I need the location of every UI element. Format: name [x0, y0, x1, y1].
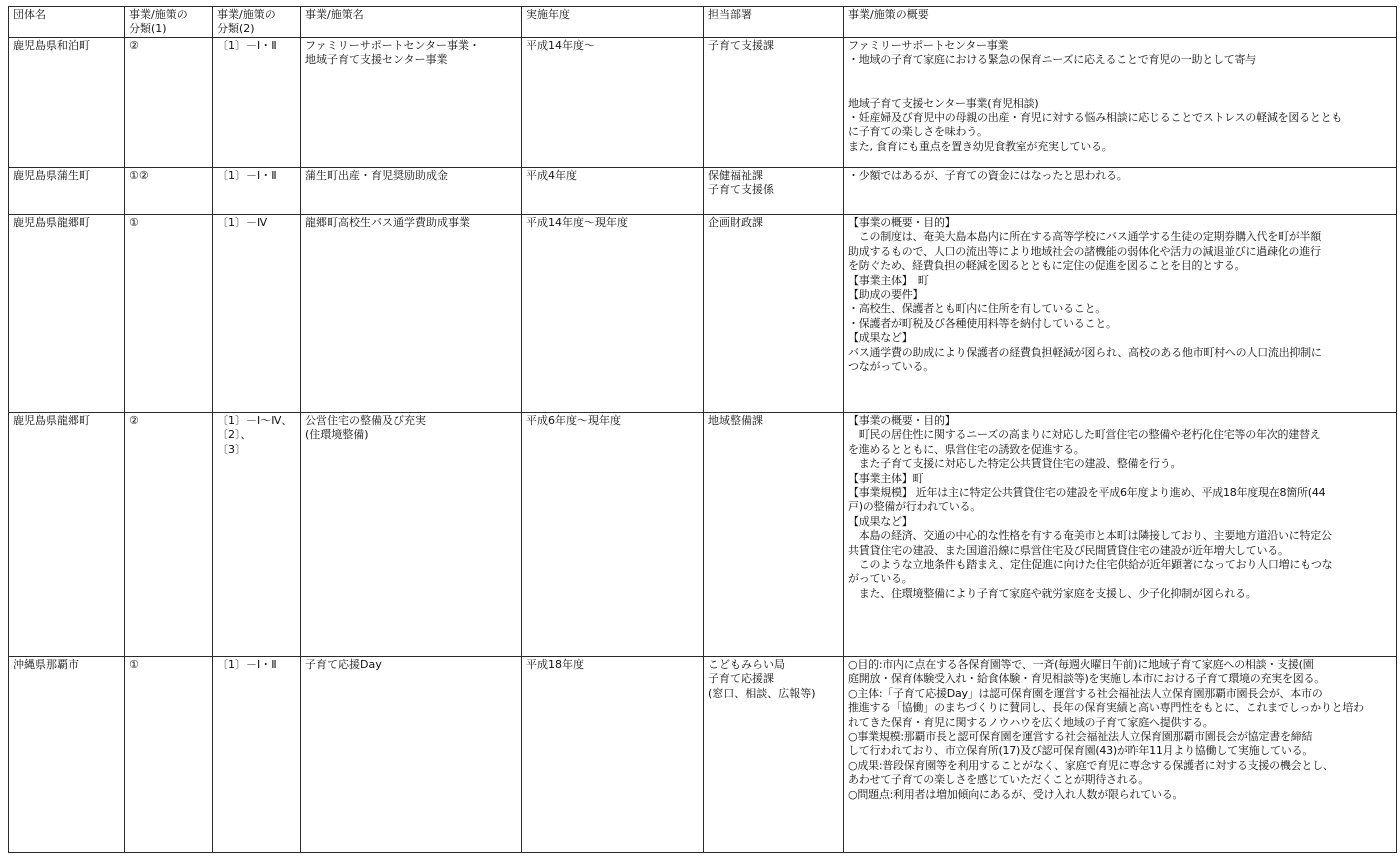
cell-project-name: 公営住宅の整備及び充実 (住環境整備)	[301, 413, 522, 657]
cell-department: 子育て支援課	[704, 38, 844, 168]
cell-summary: ○目的:市内に点在する各保育園等で、一斉(毎週火曜日午前)に地域子育て家庭への相談・支援(園 庭開放・保育体験受入れ・給食体験・育児相談等)を実施し本市における子育て環境の充実を図る。 ○主体:「子育て応援Day」は認可保育園を運営する社会福祉法人立保育園那覇市園長会が、本市の 推進する「協働」のまちづくりに賛同し、長年の保育実績と高い専門性をもとに、これまでしっかりと培わ れてきた保育・育児に関するノウハウを広く地域の子育て家庭へ提供する。 ○事業規模:那覇市長と認可保育園を運営する社会福祉法人立保育園那覇市園長会が協定書を締結 して行われており、市立保育所(17)及び認可保育園(43)が昨年11月より協働して実施している。 ○成果:普段保育園等を利用することがなく、家庭で育児に専念する保護者に対する支援の機会とし、 あわせて子育ての楽しさを感じていただくことが期待される。 ○問題点:利用者は増加傾向にあるが、受け入れ人数が限られている。	[844, 657, 1397, 853]
cell-category-2: 〔1〕－Ⅰ・Ⅱ	[213, 38, 301, 168]
cell-category-2: 〔1〕－Ⅰ・Ⅱ	[213, 657, 301, 853]
cell-project-name: 蒲生町出産・育児奨励助成金	[301, 168, 522, 215]
header-project-name: 事業/施策名	[301, 7, 522, 38]
cell-project-name: ファミリーサポートセンター事業・ 地域子育て支援センター事業	[301, 38, 522, 168]
cell-category-1: ②	[125, 38, 213, 168]
cell-category-1: ②	[125, 413, 213, 657]
cell-department: こどもみらい局 子育て応援課 (窓口、相談、広報等)	[704, 657, 844, 853]
table-row	[9, 657, 1397, 853]
table-row	[9, 38, 1397, 168]
cell-category-1: ①	[125, 215, 213, 413]
cell-department: 地域整備課	[704, 413, 844, 657]
cell-municipality: 鹿児島県和泊町	[9, 38, 125, 168]
cell-category-1: ①	[125, 657, 213, 853]
header-category-2: 事業/施策の 分類(2)	[213, 7, 301, 38]
cell-summary: ・少額ではあるが、子育ての資金にはなったと思われる。	[844, 168, 1397, 215]
cell-category-1: ①②	[125, 168, 213, 215]
initiatives-table	[8, 6, 1397, 853]
cell-municipality: 鹿児島県龍郷町	[9, 215, 125, 413]
cell-department: 企画財政課	[704, 215, 844, 413]
cell-category-2: 〔1〕－Ⅳ	[213, 215, 301, 413]
header-category-1: 事業/施策の 分類(1)	[125, 7, 213, 38]
cell-municipality: 鹿児島県蒲生町	[9, 168, 125, 215]
cell-category-2: 〔1〕－Ⅰ・Ⅱ	[213, 168, 301, 215]
table-row	[9, 413, 1397, 657]
cell-fiscal-year: 平成14年度～	[522, 38, 704, 168]
header-fiscal-year: 実施年度	[522, 7, 704, 38]
cell-municipality: 沖縄県那覇市	[9, 657, 125, 853]
header-department: 担当部署	[704, 7, 844, 38]
cell-summary: 【事業の概要・目的】 町民の居住性に関するニーズの高まりに対応した町営住宅の整備や老朽化住宅等の年次的建替え を進めるとともに、県営住宅の誘致を促進する。 また子育て支援に対応した特定公共賃貸住宅の建設、整備を行う。 【事業主体】町 【事業規模】 近年は主に特定公共賃貸住宅の建設を平成6年度より進め、平成18年度現在8箇所(44 戸)の整備が行われている。 【成果など】 本島の経済、交通の中心的な性格を有する奄美市と本町は隣接しており、主要地方道沿いに特定公 共賃貸住宅の建設、また国道沿線に県営住宅及び民間賃貸住宅の建設が近年増大している。 このような立地条件も踏まえ、定住促進に向けた住宅供給が近年顕著になっており人口増にもつな がっている。 また、住環境整備により子育て家庭や就労家庭を支援し、少子化抑制が図られる。	[844, 413, 1397, 657]
header-row	[9, 7, 1397, 38]
cell-fiscal-year: 平成4年度	[522, 168, 704, 215]
cell-summary: 【事業の概要・目的】 この制度は、奄美大島本島内に所在する高等学校にバス通学する生徒の定期券購入代を町が半額 助成するもので、人口の流出等により地域社会の諸機能の弱体化や活力の減退並びに過疎化の進行 を防ぐため、経費負担の軽減を図るとともに定住の促進を図ることを目的とする。 【事業主体】 町 【助成の要件】 ・高校生、保護者とも町内に住所を有していること。 ・保護者が町税及び各種使用料等を納付していること。 【成果など】 バス通学費の助成により保護者の経費負担軽減が図られ、高校のある他市町村への人口流出抑制に つながっている。	[844, 215, 1397, 413]
cell-fiscal-year: 平成18年度	[522, 657, 704, 853]
cell-project-name: 子育て応援Day	[301, 657, 522, 853]
table-row	[9, 215, 1397, 413]
cell-category-2: 〔1〕－Ⅰ～Ⅳ、 〔2〕、 〔3〕	[213, 413, 301, 657]
cell-fiscal-year: 平成14年度～現年度	[522, 215, 704, 413]
header-municipality: 団体名	[9, 7, 125, 38]
header-summary: 事業/施策の概要	[844, 7, 1397, 38]
table-row	[9, 168, 1397, 215]
cell-project-name: 龍郷町高校生バス通学費助成事業	[301, 215, 522, 413]
cell-fiscal-year: 平成6年度～現年度	[522, 413, 704, 657]
cell-municipality: 鹿児島県龍郷町	[9, 413, 125, 657]
cell-summary: ファミリーサポートセンター事業 ・地域の子育て家庭における緊急の保育ニーズに応えることで育児の一助として寄与 地域子育て支援センター事業(育児相談) ・妊産婦及び育児中の母親の出産・育児に対する悩み相談に応じることでストレスの軽減を図るととも に子育ての楽しさを味わう。 また, 食育にも重点を置き幼児食教室が充実している。	[844, 38, 1397, 168]
cell-department: 保健福祉課 子育て支援係	[704, 168, 844, 215]
